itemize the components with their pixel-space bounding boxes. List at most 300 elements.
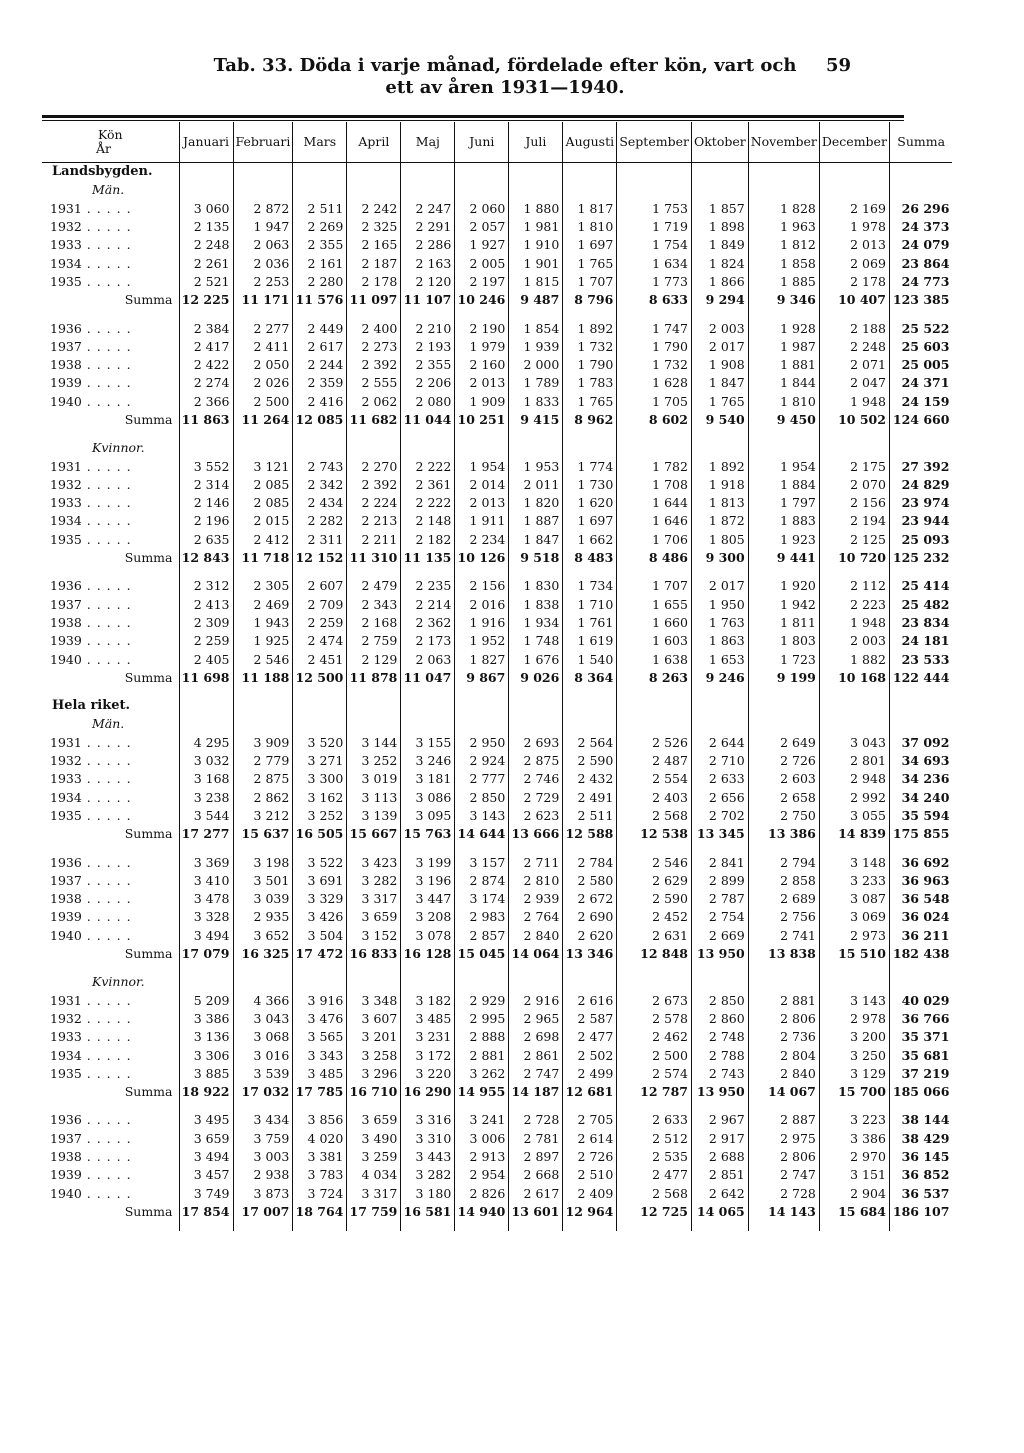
month-value: 3 310 (401, 1130, 455, 1148)
spacer-cell (889, 687, 952, 697)
month-value: 1 943 (233, 614, 293, 632)
summa-value: 14 955 (455, 1083, 509, 1101)
spacer-cell (401, 567, 455, 577)
month-value: 2 085 (233, 494, 293, 512)
month-value: 2 546 (233, 650, 293, 668)
row-total: 27 392 (889, 457, 952, 475)
empty-cell (617, 973, 692, 991)
year-label: 1939 . . . (42, 632, 179, 650)
empty-cell (509, 181, 563, 199)
spacer-cell (748, 963, 819, 973)
month-value: 2 888 (455, 1028, 509, 1046)
year-label: 1931 . . . (42, 457, 179, 475)
spacer-cell (819, 687, 889, 697)
month-value: 2 273 (347, 338, 401, 356)
year-label: 1932 . . . (42, 218, 179, 236)
month-value: 2 511 (563, 807, 617, 825)
summa-value: 12 964 (563, 1203, 617, 1221)
summa-row (42, 945, 952, 963)
sex-heading-label: Kvinnor. (92, 440, 145, 456)
summa-value: 12 843 (179, 549, 233, 567)
year-label: 1936 . . . (42, 319, 179, 337)
month-value: 1 813 (691, 494, 748, 512)
sex-heading-label: Män. (92, 716, 125, 732)
month-value: 2 992 (819, 789, 889, 807)
month-value: 2 850 (455, 789, 509, 807)
month-value: 2 568 (617, 807, 692, 825)
month-value: 2 069 (819, 254, 889, 272)
month-value: 1 910 (509, 236, 563, 254)
spacer-cell (42, 1221, 179, 1231)
empty-cell (748, 181, 819, 199)
month-value: 3 152 (347, 927, 401, 945)
month-value: 2 748 (691, 1028, 748, 1046)
month-value: 2 858 (748, 872, 819, 890)
empty-cell (691, 163, 748, 182)
month-value: 2 392 (347, 476, 401, 494)
month-value: 1 634 (617, 254, 692, 272)
month-value: 2 568 (617, 1184, 692, 1202)
month-value: 3 316 (401, 1111, 455, 1129)
month-value: 1 833 (509, 393, 563, 411)
month-value: 1 660 (617, 614, 692, 632)
summa-total: 175 855 (889, 825, 952, 843)
month-value: 3 317 (347, 1184, 401, 1202)
table-row (42, 872, 952, 890)
month-value: 2 603 (748, 770, 819, 788)
summa-value: 9 867 (455, 669, 509, 687)
month-value: 2 026 (233, 374, 293, 392)
spacer-cell (691, 963, 748, 973)
month-value: 3 539 (233, 1065, 293, 1083)
summa-value: 9 518 (509, 549, 563, 567)
month-value: 3 016 (233, 1046, 293, 1064)
month-value: 2 857 (455, 927, 509, 945)
month-value: 1 810 (563, 218, 617, 236)
month-value: 2 259 (293, 614, 347, 632)
row-total: 36 963 (889, 872, 952, 890)
table-row (42, 650, 952, 668)
month-value: 2 223 (819, 596, 889, 614)
summa-total: 125 232 (889, 549, 952, 567)
month-value: 3 259 (347, 1148, 401, 1166)
summa-label: Summa (124, 1203, 173, 1219)
month-value: 2 948 (819, 770, 889, 788)
month-value: 2 161 (293, 254, 347, 272)
month-value: 2 222 (401, 494, 455, 512)
row-total: 35 594 (889, 807, 952, 825)
month-value: 2 801 (819, 752, 889, 770)
year-label: 1934 . . . (42, 1046, 179, 1064)
month-value: 2 129 (347, 650, 401, 668)
spacer-cell (889, 309, 952, 319)
month-value: 2 851 (691, 1166, 748, 1184)
month-value: 2 479 (347, 577, 401, 595)
month-value: 2 269 (293, 218, 347, 236)
empty-cell (748, 973, 819, 991)
month-value: 3 252 (293, 807, 347, 825)
month-value: 2 754 (691, 908, 748, 926)
summa-value: 14 064 (509, 945, 563, 963)
month-value: 2 668 (509, 1166, 563, 1184)
month-value: 2 282 (293, 512, 347, 530)
row-total: 36 692 (889, 853, 952, 871)
month-value: 1 765 (691, 393, 748, 411)
title-line-2: ett av åren 1931—1940. (385, 77, 625, 98)
row-total: 36 852 (889, 1166, 952, 1184)
month-value: 1 753 (617, 200, 692, 218)
spacer-cell (233, 567, 293, 577)
month-value: 2 875 (233, 770, 293, 788)
month-value: 1 847 (691, 374, 748, 392)
month-value: 3 544 (179, 807, 233, 825)
year-label: 1933 . . . (42, 770, 179, 788)
month-value: 3 168 (179, 770, 233, 788)
month-value: 3 386 (179, 1010, 233, 1028)
empty-cell (455, 715, 509, 733)
table-row (42, 356, 952, 374)
summa-value: 9 540 (691, 411, 748, 429)
month-value: 3 196 (401, 872, 455, 890)
summa-value: 14 067 (748, 1083, 819, 1101)
table-row (42, 1028, 952, 1046)
spacer-cell (401, 843, 455, 853)
spacer-cell (889, 963, 952, 973)
spacer-cell (179, 687, 233, 697)
summa-value: 17 472 (293, 945, 347, 963)
row-total: 25 522 (889, 319, 952, 337)
summa-row (42, 669, 952, 687)
empty-cell (179, 715, 233, 733)
empty-cell (748, 163, 819, 182)
sex-heading (42, 973, 952, 991)
month-value: 1 978 (819, 218, 889, 236)
month-value: 2 689 (748, 890, 819, 908)
month-value: 2 693 (509, 734, 563, 752)
month-value: 1 866 (691, 273, 748, 291)
month-value: 1 987 (748, 338, 819, 356)
month-value: 3 078 (401, 927, 455, 945)
month-value: 2 841 (691, 853, 748, 871)
summa-value: 17 079 (179, 945, 233, 963)
month-value: 2 160 (455, 356, 509, 374)
spacer-cell (563, 687, 617, 697)
month-value: 1 918 (691, 476, 748, 494)
table-row (42, 254, 952, 272)
empty-cell (819, 973, 889, 991)
summa-value: 13 386 (748, 825, 819, 843)
month-value: 3 180 (401, 1184, 455, 1202)
month-value: 2 759 (347, 632, 401, 650)
month-value: 1 884 (748, 476, 819, 494)
spacer-cell (819, 309, 889, 319)
spacer-cell (233, 843, 293, 853)
month-value: 2 003 (691, 319, 748, 337)
month-value: 1 908 (691, 356, 748, 374)
spacer-cell (509, 309, 563, 319)
month-value: 2 688 (691, 1148, 748, 1166)
month-value: 3 759 (233, 1130, 293, 1148)
month-value: 2 850 (691, 991, 748, 1009)
summa-value: 11 878 (347, 669, 401, 687)
month-value: 2 120 (401, 273, 455, 291)
month-value: 2 736 (748, 1028, 819, 1046)
table-row (42, 1111, 952, 1129)
month-value: 2 954 (455, 1166, 509, 1184)
month-value: 3 885 (179, 1065, 233, 1083)
empty-cell (889, 163, 952, 182)
empty-cell (691, 973, 748, 991)
summa-value: 8 602 (617, 411, 692, 429)
table-row (42, 494, 952, 512)
month-value: 3 501 (233, 872, 293, 890)
spacer-cell (455, 963, 509, 973)
spacer-cell (401, 1101, 455, 1111)
month-value: 3 856 (293, 1111, 347, 1129)
empty-cell (691, 439, 748, 457)
month-value: 3 258 (347, 1046, 401, 1064)
table-row (42, 1184, 952, 1202)
spacer-cell (233, 687, 293, 697)
month-value: 2 362 (401, 614, 455, 632)
spacer-cell (563, 429, 617, 439)
month-value: 1 773 (617, 273, 692, 291)
spacer-row (42, 1221, 952, 1231)
month-value: 2 222 (401, 457, 455, 475)
month-value: 2 614 (563, 1130, 617, 1148)
summa-row (42, 291, 952, 309)
year-label: 1933 . . . (42, 1028, 179, 1046)
row-total: 36 024 (889, 908, 952, 926)
spacer-cell (617, 429, 692, 439)
month-value: 3 043 (819, 734, 889, 752)
spacer-cell (509, 429, 563, 439)
month-value: 2 416 (293, 393, 347, 411)
spacer-row (42, 309, 952, 319)
year-label: 1931 . . . (42, 991, 179, 1009)
month-value: 1 954 (455, 457, 509, 475)
month-value: 2 178 (347, 273, 401, 291)
month-value: 1 911 (455, 512, 509, 530)
month-value: 2 633 (617, 1111, 692, 1129)
month-value: 3 233 (819, 872, 889, 890)
month-value: 2 309 (179, 614, 233, 632)
month-value: 1 653 (691, 650, 748, 668)
month-value: 2 967 (691, 1111, 748, 1129)
month-value: 2 904 (819, 1184, 889, 1202)
month-value: 2 156 (819, 494, 889, 512)
summa-row (42, 411, 952, 429)
table-row (42, 393, 952, 411)
month-value: 2 590 (617, 890, 692, 908)
summa-value: 13 950 (691, 1083, 748, 1101)
month-value: 2 810 (509, 872, 563, 890)
month-value: 2 060 (455, 200, 509, 218)
month-value: 2 080 (401, 393, 455, 411)
month-value: 2 929 (455, 991, 509, 1009)
summa-value: 11 682 (347, 411, 401, 429)
summa-value: 12 152 (293, 549, 347, 567)
month-value: 2 710 (691, 752, 748, 770)
row-total: 24 829 (889, 476, 952, 494)
month-value: 3 032 (179, 752, 233, 770)
month-value: 3 423 (347, 853, 401, 871)
header-month: Augusti (563, 122, 617, 163)
spacer-cell (42, 429, 179, 439)
summa-value: 14 940 (455, 1203, 509, 1221)
year-label: 1932 . . . (42, 1010, 179, 1028)
empty-cell (563, 163, 617, 182)
year-label: 1940 . . . (42, 927, 179, 945)
month-value: 2 017 (691, 338, 748, 356)
month-value: 3 476 (293, 1010, 347, 1028)
month-value: 1 847 (509, 531, 563, 549)
header-month: Februari (233, 122, 293, 163)
month-value: 2 071 (819, 356, 889, 374)
summa-value: 13 345 (691, 825, 748, 843)
month-value: 1 603 (617, 632, 692, 650)
empty-cell (509, 973, 563, 991)
summa-value: 12 787 (617, 1083, 692, 1101)
month-value: 2 642 (691, 1184, 748, 1202)
month-value: 2 248 (179, 236, 233, 254)
year-label: 1940 . . . (42, 1184, 179, 1202)
month-value: 3 328 (179, 908, 233, 926)
spacer-cell (889, 567, 952, 577)
month-value: 2 746 (509, 770, 563, 788)
top-rule-thin (42, 120, 904, 121)
summa-value: 13 838 (748, 945, 819, 963)
month-value: 2 806 (748, 1010, 819, 1028)
summa-value: 11 171 (233, 291, 293, 309)
empty-cell (233, 697, 293, 715)
table-row (42, 853, 952, 871)
month-value: 2 085 (233, 476, 293, 494)
row-total: 24 181 (889, 632, 952, 650)
year-label: 1934 . . . (42, 254, 179, 272)
spacer-cell (233, 1221, 293, 1231)
month-value: 2 148 (401, 512, 455, 530)
month-value: 4 366 (233, 991, 293, 1009)
spacer-cell (42, 309, 179, 319)
summa-value: 8 796 (563, 291, 617, 309)
month-value: 3 410 (179, 872, 233, 890)
year-label: 1932 . . . (42, 752, 179, 770)
month-value: 3 241 (455, 1111, 509, 1129)
month-value: 3 504 (293, 927, 347, 945)
month-value: 2 939 (509, 890, 563, 908)
empty-cell (889, 439, 952, 457)
month-value: 2 669 (691, 927, 748, 945)
summa-value: 12 848 (617, 945, 692, 963)
summa-value: 12 085 (293, 411, 347, 429)
month-value: 2 224 (347, 494, 401, 512)
year-label: 1937 . . . (42, 1130, 179, 1148)
month-value: 3 434 (233, 1111, 293, 1129)
month-value: 3 916 (293, 991, 347, 1009)
month-value: 2 165 (347, 236, 401, 254)
empty-cell (233, 715, 293, 733)
month-value: 2 286 (401, 236, 455, 254)
month-value: 1 644 (617, 494, 692, 512)
row-total: 25 093 (889, 531, 952, 549)
month-value: 1 954 (748, 457, 819, 475)
year-label: 1937 . . . (42, 872, 179, 890)
spacer-cell (42, 1101, 179, 1111)
summa-label: Summa (124, 946, 173, 962)
month-value: 3 144 (347, 734, 401, 752)
spacer-cell (455, 309, 509, 319)
year-label: 1938 . . . (42, 614, 179, 632)
month-value: 3 095 (401, 807, 455, 825)
month-value: 3 231 (401, 1028, 455, 1046)
spacer-cell (179, 429, 233, 439)
spacer-cell (563, 567, 617, 577)
month-value: 2 188 (819, 319, 889, 337)
month-value: 2 168 (347, 614, 401, 632)
table-row (42, 1010, 952, 1028)
month-value: 1 950 (691, 596, 748, 614)
month-value: 1 732 (563, 338, 617, 356)
summa-total: 122 444 (889, 669, 952, 687)
month-value: 2 728 (748, 1184, 819, 1202)
year-label: 1935 . . . (42, 1065, 179, 1083)
month-value: 2 743 (691, 1065, 748, 1083)
summa-value: 15 700 (819, 1083, 889, 1101)
year-label: 1932 . . . (42, 476, 179, 494)
month-value: 2 698 (509, 1028, 563, 1046)
summa-value: 15 045 (455, 945, 509, 963)
year-label: 1936 . . . (42, 577, 179, 595)
summa-value: 9 346 (748, 291, 819, 309)
month-value: 2 788 (691, 1046, 748, 1064)
row-total: 25 603 (889, 338, 952, 356)
summa-label: Summa (124, 826, 173, 842)
month-value: 3 086 (401, 789, 455, 807)
month-value: 2 881 (748, 991, 819, 1009)
spacer-cell (401, 1221, 455, 1231)
month-value: 2 526 (617, 734, 692, 752)
month-value: 3 443 (401, 1148, 455, 1166)
empty-cell (347, 973, 401, 991)
month-value: 2 555 (347, 374, 401, 392)
month-value: 1 783 (563, 374, 617, 392)
year-label: 1934 . . . (42, 512, 179, 530)
month-value: 4 295 (179, 734, 233, 752)
table-row (42, 908, 952, 926)
spacer-cell (563, 1221, 617, 1231)
month-value: 2 405 (179, 650, 233, 668)
month-value: 1 707 (563, 273, 617, 291)
month-value: 2 036 (233, 254, 293, 272)
year-label: 1938 . . . (42, 356, 179, 374)
month-value: 2 213 (347, 512, 401, 530)
month-value: 1 754 (617, 236, 692, 254)
row-total: 24 159 (889, 393, 952, 411)
month-value: 2 384 (179, 319, 233, 337)
month-value: 1 747 (617, 319, 692, 337)
month-value: 2 781 (509, 1130, 563, 1148)
month-value: 1 923 (748, 531, 819, 549)
month-value: 1 761 (563, 614, 617, 632)
month-value: 3 162 (293, 789, 347, 807)
table-row (42, 200, 952, 218)
deaths-table (42, 122, 952, 1231)
year-label: 1933 . . . (42, 236, 179, 254)
spacer-cell (42, 963, 179, 973)
spacer-cell (617, 687, 692, 697)
month-value: 5 209 (179, 991, 233, 1009)
